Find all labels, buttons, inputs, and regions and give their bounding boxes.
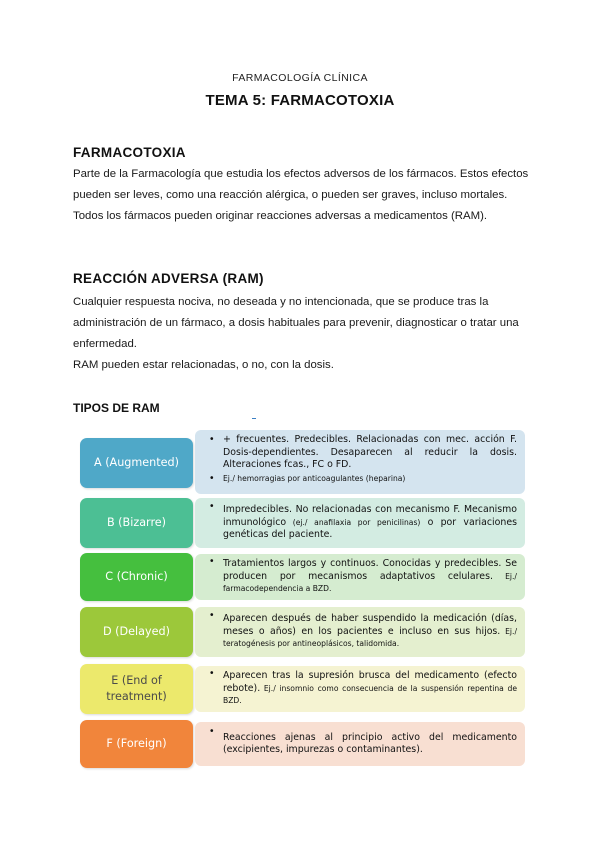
bullet-icon: • <box>209 501 215 512</box>
ram-row-f <box>80 720 525 768</box>
ram-desc-e-text: Aparecen tras la supresión brusca del medicamento (efecto rebote). <box>223 670 517 694</box>
paragraph-ram-definition: Cualquier respuesta nociva, no deseada y no intencionada, que se produce tras la administración de un fármaco, a dosis habituales para prevenir, diagnosticar o tratar una enfermedad. <box>73 296 519 350</box>
ram-desc-c <box>195 554 525 600</box>
ram-label-c: C (Chronic) <box>80 553 193 601</box>
ram-desc-d <box>195 607 525 657</box>
bullet-icon: • <box>209 472 215 484</box>
ram-row-a <box>80 430 525 494</box>
bullet-icon: • <box>209 726 215 737</box>
ram-row-b <box>80 498 525 548</box>
ram-desc-f-text: Reacciones ajenas al principio activo del medicamento (excipientes, impurezas o contaminantes). <box>223 731 517 755</box>
subject-line: FARMACOLOGÍA CLÍNICA <box>232 72 368 84</box>
ram-desc-b-example: (ej./ anafilaxia por penicilinas) <box>286 517 421 527</box>
ram-desc-e-example: Ej./ insomnio como consecuencia de la suspensión repentina de BZD. <box>223 683 517 706</box>
section-heading-tipos-ram: TIPOS DE RAM <box>73 401 160 415</box>
ram-desc-a <box>195 430 525 494</box>
bullet-icon: • <box>209 556 215 567</box>
ram-row-e <box>80 664 525 714</box>
ram-desc-d-text: Aparecen después de haber suspendido la medicación (días, meses o años) en los pacientes e incluso en sus hijos. <box>223 613 517 637</box>
paragraph-ram-dosis: RAM pueden estar relacionadas, o no, con la dosis. <box>73 359 334 371</box>
section-heading-ram: REACCIÓN ADVERSA (RAM) <box>73 271 264 286</box>
ram-label-b: B (Bizarre) <box>80 498 193 548</box>
bullet-icon: • <box>209 668 215 679</box>
ram-desc-c-example: Ej./ farmacodependencia a BZD. <box>223 571 517 594</box>
decorative-tick <box>252 418 256 419</box>
page-title: TEMA 5: FARMACOTOXIA <box>205 92 395 109</box>
ram-row-c <box>80 553 525 601</box>
bullet-icon: • <box>209 434 215 445</box>
ram-label-a: A (Augmented) <box>80 438 193 488</box>
ram-desc-a-line1: + frecuentes. Predecibles. Relacionadas con mec. acción F. Dosis-dependientes. Desaparecen al reducir la dosis. Alteraciones fcas., FC o FD. <box>223 434 517 470</box>
ram-label-d: D (Delayed) <box>80 607 193 657</box>
ram-label-e: E (End of treatment) <box>80 664 193 714</box>
ram-desc-b-text: Impredecibles. No relacionadas con mecanismo F. Mecanismo inmunológico <box>223 504 517 528</box>
ram-label-f: F (Foreign) <box>80 720 193 768</box>
ram-desc-d-example: Ej./ teratogénesis por antineoplásicos, talidomida. <box>223 626 518 649</box>
bullet-icon: • <box>209 610 215 621</box>
ram-desc-e <box>195 666 525 712</box>
ram-desc-a-example: Ej./ hemorragias por anticoagulantes (heparina) <box>223 473 406 483</box>
ram-desc-c-text: Tratamientos largos y continuos. Conocidas y predecibles. Se producen por mecanismos adaptativos celulares. <box>223 558 517 582</box>
paragraph-farmacotoxia: Parte de la Farmacología que estudia los efectos adversos de los fármacos. Estos efectos pueden ser leves, como una reacción alérgica, o pueden ser graves, incluso mortales. Todos los fármacos pueden originar reacciones adversas a medicamentos (RAM). <box>73 168 529 222</box>
ram-desc-f <box>195 722 525 766</box>
ram-desc-b-suffix: o por variaciones genéticas del paciente. <box>223 516 517 541</box>
ram-row-d <box>80 607 525 657</box>
ram-desc-b <box>195 498 525 548</box>
section-heading-farmacotoxia: FARMACOTOXIA <box>73 145 186 160</box>
